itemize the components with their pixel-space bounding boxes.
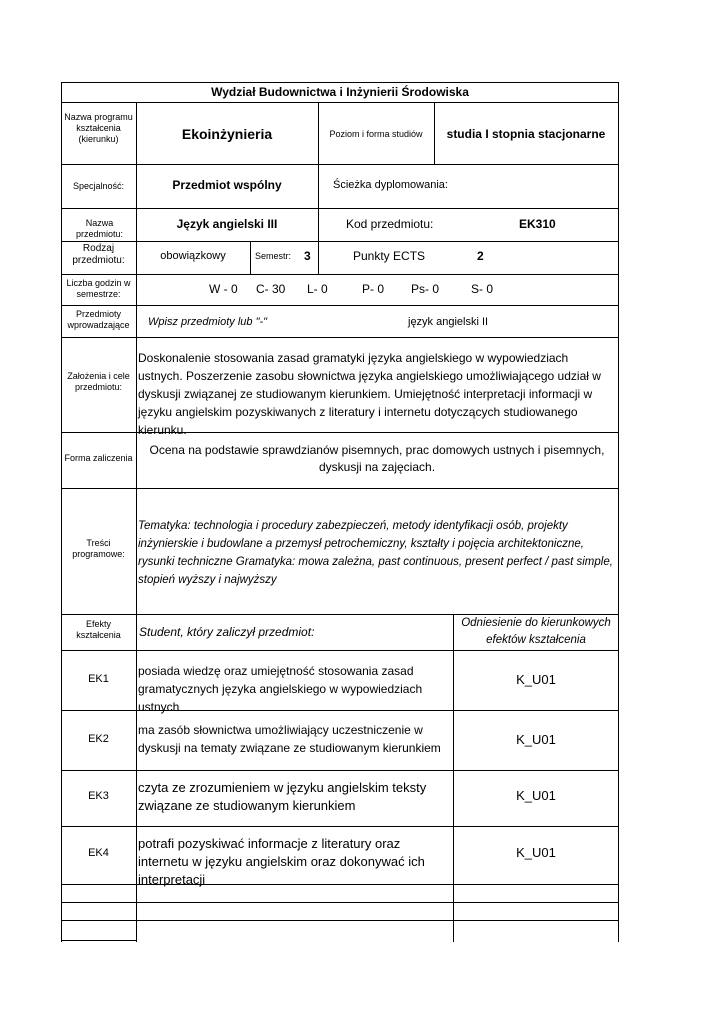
faculty-title: Wydział Budownictwa i Inżynierii Środowiska [211,85,469,99]
grid-line [318,241,319,274]
ects-label: Punkty ECTS [353,249,426,263]
hours-lab: L- 0 [307,282,328,296]
content-label: Treści programowe: [72,538,125,559]
level-label: Poziom i forma studiów [329,129,423,139]
course-card-form [61,82,619,942]
effects-label: Efekty kształcenia [76,619,121,640]
hours-exercises: C- 30 [256,282,286,296]
grid-line [61,920,619,921]
hours-project: P- 0 [362,282,385,296]
grid-line [61,305,619,306]
prereq-hint: Wpisz przedmioty lub "-" [148,316,268,328]
effect-code: EK3 [88,790,109,802]
hours-label: Liczba godzin w semestrze: [66,278,131,299]
semester-value: 3 [304,249,311,263]
specialty-label: Specjalność: [72,181,125,191]
student-header: Student, który zaliczył przedmiot: [139,625,315,639]
grid-line [61,488,619,489]
grid-line [61,770,619,771]
effect-ref: K_U01 [516,672,556,687]
assessment-text: Ocena na podstawie sprawdzianów pisemnych, prac domowych ustnych i pisemnych, dyskusji na zajęciach. [149,443,605,474]
effect-text: ma zasób słownictwa umożliwiający uczestniczenie w dyskusji na tematy związane ze studiowanym kierunkiem [138,723,441,755]
effect-text: posiada wiedzę oraz umiejętność stosowania zasad gramatycznych języka angielskiego w wypowiedziach ustnych [138,664,423,714]
grid-line [61,826,619,827]
grid-line [61,902,619,903]
kind-label: Rodzaj przedmiotu: [72,243,125,266]
subject-value: Język angielski III [176,217,278,231]
effect-code: EK2 [88,733,109,745]
goals-label: Założenia i cele przedmiotu: [67,371,130,392]
hours-lecture: W - 0 [209,282,238,296]
hours-ps: Ps- 0 [411,282,440,296]
effect-ref: K_U01 [516,788,556,803]
subject-label: Nazwa przedmiotu: [75,218,124,239]
code-value: EK310 [519,217,556,231]
grid-line [61,82,619,83]
grid-line [61,241,619,242]
grid-line [61,208,619,209]
level-value: studia I stopnia stacjonarne [446,127,606,141]
effect-text: czyta ze zrozumieniem w języku angielskim teksty związane ze studiowanym kierunkiem [138,780,427,813]
grid-line [61,337,619,338]
grid-line [61,274,619,275]
grid-line [61,940,136,941]
program-value: Ekoinżynieria [181,126,273,142]
reference-header: Odniesienie do kierunkowych efektów kształcenia [461,617,611,646]
prereq-value: język angielski II [408,316,489,328]
effect-text: potrafi pozyskiwać informacje z literatury oraz internetu w języku angielskim oraz dokonywać ich interpretacji [138,836,425,887]
grid-line [318,208,319,241]
effect-ref: K_U01 [516,845,556,860]
effect-code: EK4 [88,847,109,859]
grid-line [61,82,62,942]
ects-value: 2 [477,249,484,263]
goals-text: Doskonalenie stosowania zasad gramatyki języka angielskiego w wypowiedziach ustnych. Poszerzenie zasobu słownictwa języka angielskiego umożliwiającego udział w dyskusji związanej ze studiowanym kierunkiem. Umiejętność interpretacji informacji w języku angielskim pozyskiwanych z literatury i internetu dotyczących studiowanego kierunku. [138,351,601,437]
grid-line [618,82,619,942]
prereq-label: Przedmioty wprowadzające [67,309,130,330]
grid-line [61,102,619,103]
grid-line [61,650,619,651]
grid-line [61,164,619,165]
effect-code: EK1 [88,673,109,685]
kind-value: obowiązkowy [160,250,226,262]
assessment-label: Forma zaliczenia [64,453,133,463]
grid-line [453,614,454,942]
grid-line [318,164,319,208]
program-label: Nazwa programu kształcenia (kierunku) [64,112,133,144]
path-label: Ścieżka dyplomowania: [333,179,448,191]
specialty-value: Przedmiot wspólny [172,178,282,192]
content-text: Tematyka: technologia i procedury zabezpieczeń, metody identyfikacji osób, projekty inżynierskie i budowlane a przemysł petrochemiczny, kształty i pojęcia architektoniczne, rysunki techniczne Gramatyka: mowa zależna, past continuous, present perfect / past simple, stopień wyższy i najwyższy [138,520,613,586]
grid-line [250,241,251,274]
hours-seminar: S- 0 [471,282,494,296]
code-label: Kod przedmiotu: [346,217,434,231]
semester-label: Semestr: [255,251,292,261]
effect-ref: K_U01 [516,732,556,747]
